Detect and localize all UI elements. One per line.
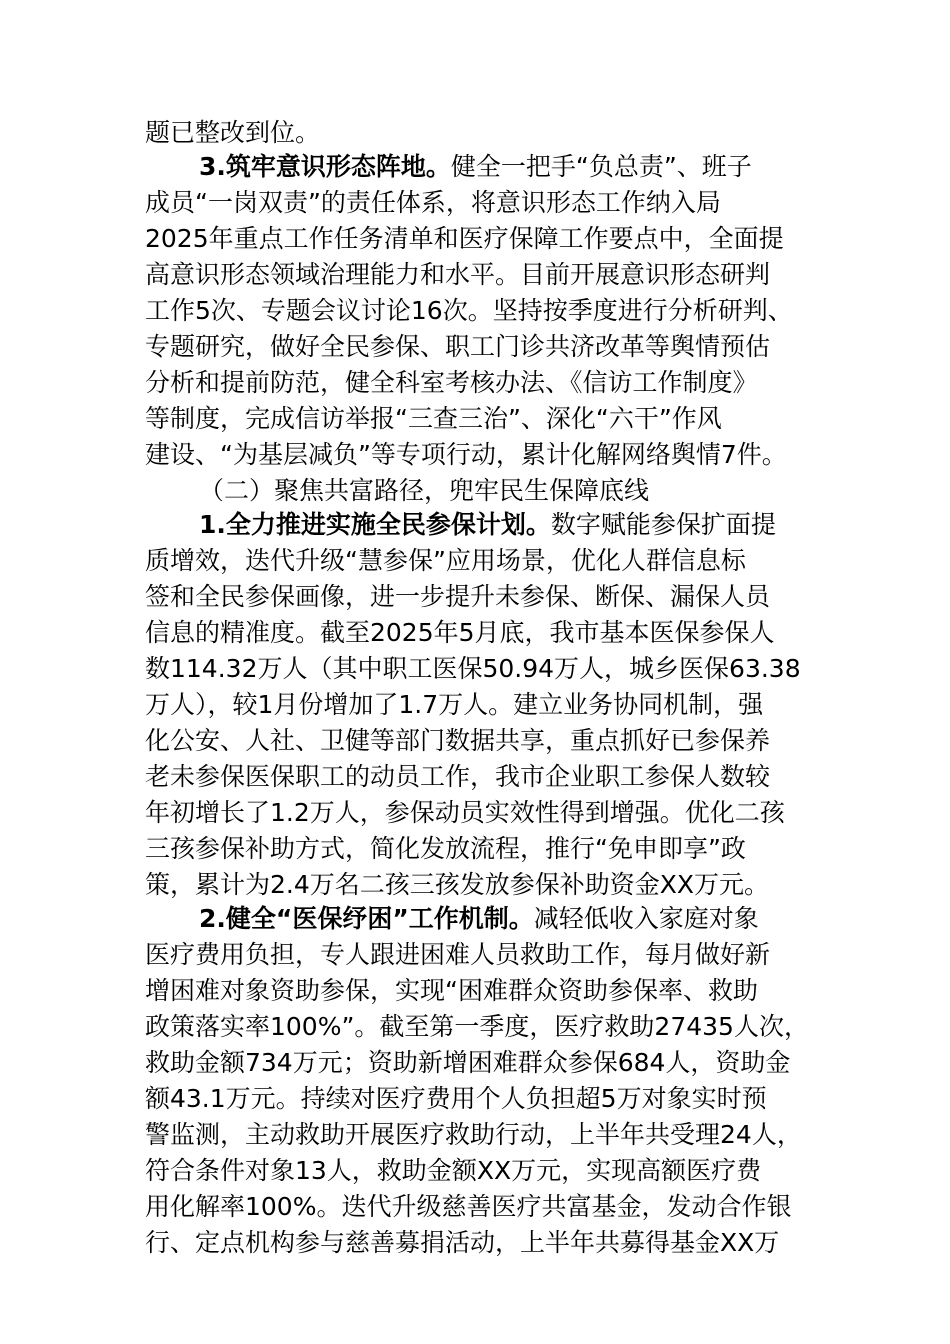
- text-line: 工作5次、专题会议讨论16次。坚持按季度进行分析研判、: [145, 296, 793, 325]
- paragraph-2-first-line: [199, 902, 759, 936]
- paragraph-heading: 1.全力推进实施全民参保计划。: [199, 510, 551, 539]
- text-line: 行、定点机构参与慈善募捐活动，上半年共募得基金XX万: [145, 1228, 780, 1257]
- paragraph-1-first-line: [199, 508, 776, 542]
- text-line: 救助金额734万元；资助新增困难群众参保684人，资助金: [145, 1048, 791, 1077]
- section-heading: （二）聚焦共富路径，兜牢民生保障底线: [199, 476, 650, 505]
- text-line: 老未参保医保职工的动员工作，我市企业职工参保人数较: [145, 762, 771, 791]
- paragraph-3-first-line: [199, 150, 752, 184]
- text-line: 年初增长了1.2万人，参保动员实效性得到增强。优化二孩: [145, 798, 785, 827]
- paragraph-text: 减轻低收入家庭对象: [533, 904, 759, 933]
- paragraph-heading: 2.健全“医保纾困”工作机制。: [199, 904, 534, 933]
- paragraph-text: 数字赋能参保扩面提: [550, 510, 776, 539]
- text-line: 等制度，完成信访举报“三查三治”、深化“六干”作风: [145, 404, 722, 433]
- text-line: 信息的精准度。截至2025年5月底，我市基本医保参保人: [145, 618, 775, 647]
- paragraph-text: 健全一把手“负总责”、班子: [450, 152, 752, 181]
- text-line: 化公安、人社、卫健等部门数据共享，重点抓好已参保养: [145, 726, 771, 755]
- text-line: 政策落实率100%”。截至第一季度，医疗救助27435人次，: [145, 1012, 809, 1041]
- text-line: 质增效，迭代升级“慧参保”应用场景，优化人群信息标: [145, 546, 746, 575]
- text-line: 高意识形态领域治理能力和水平。目前开展意识形态研判: [145, 260, 771, 289]
- text-line: 医疗费用负担，专人跟进困难人员救助工作，每月做好新: [145, 940, 771, 969]
- text-line: 签和全民参保画像，进一步提升未参保、断保、漏保人员: [145, 582, 771, 611]
- text-line: 三孩参保补助方式，简化发放流程，推行“免申即享”政: [145, 834, 746, 863]
- text-line: 万人），较1月份增加了1.7万人。建立业务协同机制，强: [145, 690, 764, 719]
- text-line: 增困难对象资助参保，实现“困难群众资助参保率、救助: [145, 976, 758, 1005]
- text-line: 符合条件对象13人，救助金额XX万元，实现高额医疗费: [145, 1156, 762, 1185]
- text-line: 额43.1万元。持续对医疗费用个人负担超5万对象实时预: [145, 1084, 767, 1113]
- text-line: 警监测，主动救助开展医疗救助行动，上半年共受理24人，: [145, 1120, 802, 1149]
- text-line: 建设、“为基层减负”等专项行动，累计化解网络舆情7件。: [145, 440, 787, 469]
- text-line: 策，累计为2.4万名二孩三孩发放参保补助资金XX万元。: [145, 870, 770, 899]
- text-line: 专题研究，做好全民参保、职工门诊共济改革等舆情预估: [145, 332, 771, 361]
- text-line: 数114.32万人（其中职工医保50.94万人，城乡医保63.38: [145, 654, 801, 683]
- text-line: 分析和提前防范，健全科室考核办法、《信访工作制度》: [145, 368, 758, 397]
- text-line: 题已整改到位。: [145, 118, 321, 147]
- paragraph-heading: 3.筑牢意识形态阵地。: [199, 152, 451, 181]
- text-line: 用化解率100%。迭代升级慈善医疗共富基金，发动合作银: [145, 1192, 792, 1221]
- text-line: 成员“一岗双责”的责任体系，将意识形态工作纳入局: [145, 188, 721, 217]
- text-line: 2025年重点工作任务清单和医疗保障工作要点中，全面提: [145, 224, 784, 253]
